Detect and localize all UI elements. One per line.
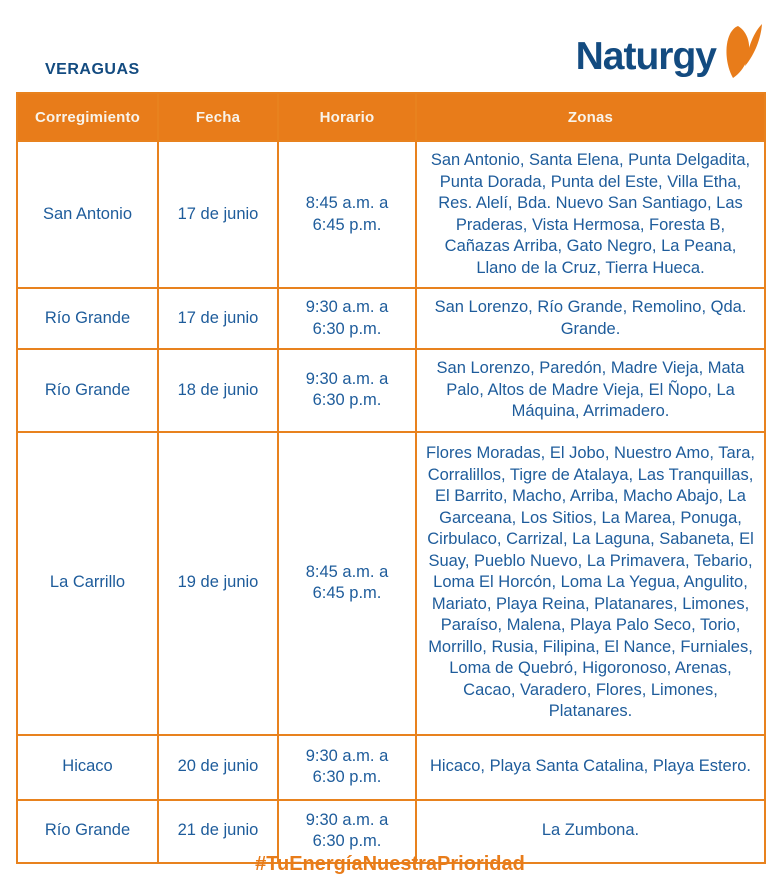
col-header-zonas: Zonas	[416, 93, 765, 141]
naturgy-wordmark: Naturgy	[575, 35, 716, 78]
cell-zonas: San Lorenzo, Paredón, Madre Vieja, Mata Palo, Altos de Madre Vieja, El Ñopo, La Máquina, Arrimadero.	[416, 349, 765, 432]
cell-horario: 9:30 a.m. a 6:30 p.m.	[278, 735, 416, 800]
table-row	[17, 141, 765, 288]
cell-zonas: Flores Moradas, El Jobo, Nuestro Amo, Tara, Corralillos, Tigre de Atalaya, Las Tranquillas, El Barrito, Macho, Arriba, Macho Abajo, La Garceana, Los Sitios, La Marea, Ponuga, Cirbulaco, Carrizal, La Laguna, Sabaneta, El Suay, Pueblo Nuevo, La Primavera, Tebario, Loma El Horcón, Loma La Yegua, Angulito, Mariato, Playa Reina, Platanares, Limones, Paraíso, Malena, Playa Palo Seco, Torio, Morrillo, Rusia, Filipina, El Nance, Furniales, Loma de Quebró, Higoronoso, Arenas, Cacao, Varadero, Flores, Limones, Platanares.	[416, 432, 765, 735]
cell-zonas: La Zumbona.	[416, 800, 765, 863]
cell-horario: 8:45 a.m. a 6:45 p.m.	[278, 141, 416, 288]
cell-corregimiento: Río Grande	[17, 288, 158, 349]
outage-schedule-table	[16, 92, 766, 864]
cell-corregimiento: Río Grande	[17, 349, 158, 432]
region-title: VERAGUAS	[45, 61, 140, 78]
cell-horario: 9:30 a.m. a 6:30 p.m.	[278, 349, 416, 432]
cell-horario: 9:30 a.m. a 6:30 p.m.	[278, 288, 416, 349]
cell-fecha: 19 de junio	[158, 432, 278, 735]
cell-fecha: 18 de junio	[158, 349, 278, 432]
naturgy-logo	[576, 22, 764, 80]
table-row	[17, 432, 765, 735]
cell-zonas: San Antonio, Santa Elena, Punta Delgadita, Punta Dorada, Punta del Este, Villa Etha, Res. Alelí, Bda. Nuevo San Santiago, Las Praderas, Vista Hermosa, Foresta B, Cañazas Arriba, Gato Negro, La Peana, Llano de la Cruz, Tierra Hueca.	[416, 141, 765, 288]
table-row	[17, 735, 765, 800]
hashtag-footer: #TuEnergíaNuestraPrioridad	[255, 853, 525, 875]
cell-corregimiento: Hicaco	[17, 735, 158, 800]
cell-corregimiento: San Antonio	[17, 141, 158, 288]
cell-horario: 9:30 a.m. a 6:30 p.m.	[278, 800, 416, 863]
table-header-row	[17, 93, 765, 141]
col-header-fecha: Fecha	[158, 93, 278, 141]
butterfly-icon	[718, 22, 764, 80]
table-row	[17, 288, 765, 349]
cell-horario: 8:45 a.m. a 6:45 p.m.	[278, 432, 416, 735]
cell-corregimiento: Río Grande	[17, 800, 158, 863]
cell-fecha: 17 de junio	[158, 141, 278, 288]
table-row	[17, 349, 765, 432]
cell-fecha: 20 de junio	[158, 735, 278, 800]
cell-corregimiento: La Carrillo	[17, 432, 158, 735]
cell-zonas: Hicaco, Playa Santa Catalina, Playa Estero.	[416, 735, 765, 800]
cell-fecha: 21 de junio	[158, 800, 278, 863]
cell-fecha: 17 de junio	[158, 288, 278, 349]
cell-zonas: San Lorenzo, Río Grande, Remolino, Qda. Grande.	[416, 288, 765, 349]
col-header-corregimiento: Corregimiento	[17, 93, 158, 141]
col-header-horario: Horario	[278, 93, 416, 141]
